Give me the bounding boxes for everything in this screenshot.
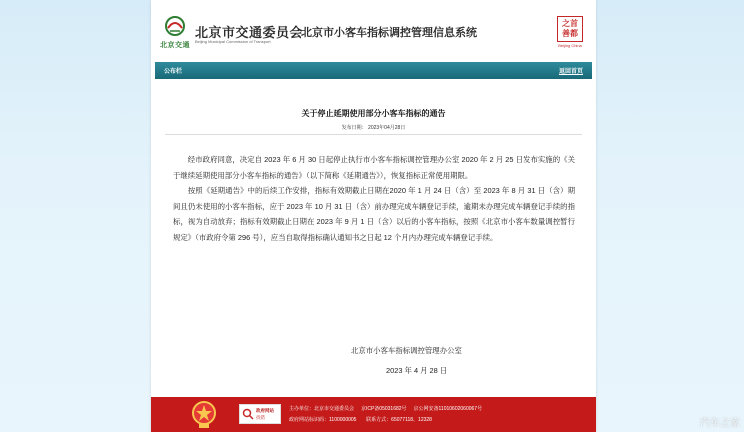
org-name-english: Beijing Municipal Commission of Transport	[195, 39, 271, 44]
system-title: 北京市小客车指标调控管理信息系统	[301, 27, 477, 39]
footer-info	[289, 404, 482, 426]
nav-bar	[155, 62, 592, 79]
magnifier-icon	[242, 408, 254, 420]
back-home-link[interactable]: 返回首页	[558, 69, 583, 75]
site-header	[151, 6, 596, 58]
beijing-badge	[556, 16, 584, 50]
footer-icp-link[interactable]: 京ICP备05031682号	[360, 406, 407, 412]
section-label: 公布栏	[164, 69, 183, 75]
beijing-transport-logo-icon[interactable]	[162, 14, 188, 38]
badge-line-1: 之首	[562, 19, 578, 28]
signature: 北京市小客车指标调控管理办公室	[351, 346, 462, 355]
gov-site-error-report-button[interactable]	[239, 404, 281, 424]
footer-police-link[interactable]: 京公网安备11010602060067号	[413, 406, 483, 412]
notice-body	[173, 152, 575, 246]
org-name: 北京市交通委员会	[195, 25, 304, 40]
notice-paragraph: 按照《延期通告》中的后续工作安排，指标有效期截止日期在2020 年 1 月 24 日（含）至 2023 年 8 月 31 日（含）期间且仍未使用的小客车指标，应于 2023 年 10 月 31 日（含）前办理完成车辆登记手续，逾期未办理完成车辆登记手续的指标，视为自动放弃；指标有效期截止日期在 2023 年 9 月 1 日（含）以后的小客车指标，按照《北京市小客车数量调控暂行规定》（市政府令第 296 号），应当自取得指标确认通知书之日起 12 个月内办理完成车辆登记手续。	[173, 186, 575, 242]
badge-english: Beijing China	[558, 43, 582, 48]
notice-title: 关于停止延期使用部分小客车指标的通告	[301, 109, 446, 118]
signature-date: 2023 年 4 月 28 日	[386, 366, 448, 375]
gov-badge-line-1: 政府网站	[256, 407, 274, 413]
page-container	[151, 0, 596, 432]
seal-icon	[557, 16, 583, 42]
gov-badge-line-2: 找错	[256, 414, 265, 420]
logo-text: 北京交通	[160, 42, 190, 49]
notice-paragraph: 经市政府同意，决定自 2023 年 6 月 30 日起停止执行市小客车指标调控管理办公室 2020 年 2 月 25 日发布实施的《关于继续延期使用部分小客车指标的通告》（以下简称《延期通告》），恢复指标正常使用期限。	[173, 155, 575, 180]
site-footer	[151, 397, 596, 432]
publish-date: 发布日期： 2023年04月28日	[341, 125, 406, 131]
footer-site-id: 政府网站标识码：1100000005	[289, 417, 357, 423]
footer-contact: 联系方式：65077118、12328	[366, 417, 432, 423]
footer-sponsor: 主办单位：北京市交通委员会	[289, 406, 355, 412]
badge-line-2: 善都	[562, 29, 578, 38]
divider	[165, 134, 582, 135]
watermark: 汽车之家	[700, 418, 740, 429]
notice-content	[155, 82, 592, 392]
government-emblem-icon[interactable]	[191, 399, 217, 429]
